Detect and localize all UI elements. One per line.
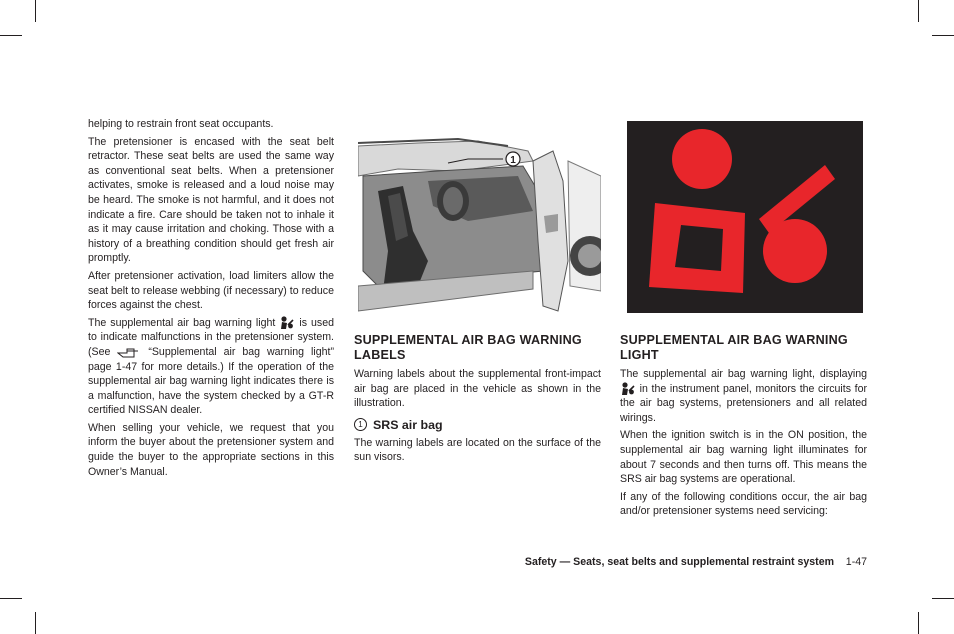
text: The supplemental air bag warning light, displaying [620,368,867,380]
middle-column [354,121,601,468]
paragraph: The pretensioner is encased with the seat belt retractor. These seat belts are used the same way as conventional seat belts. When a pretensioner activates, smoke is released and a loud noise may be heard. The smoke is not harmful, and it does not indicate a fire. Care should be taken not to inhale it as it may cause irritation and choking. Those with a history of a breathing condition should get fresh air promptly. [88,135,334,265]
item-number: 1 [354,418,367,431]
crop-mark [932,35,954,36]
right-column [620,121,867,522]
text: The supplemental air bag warning light [88,316,276,329]
left-column [88,117,334,482]
subheading-label: SRS air bag [373,417,443,432]
crop-mark [918,0,919,22]
page-footer [480,556,867,568]
page-number: 1-47 [845,556,867,568]
paragraph: After pretensioner activation, load limiters allow the seat belt to release webbing (if necessary) to reduce forces against the chest. [88,269,334,312]
paragraph: Warning labels about the supplemental front-impact air bag are placed in the vehicle as shown in the illustration. [354,368,601,410]
paragraph [620,367,867,425]
paragraph [88,316,334,418]
crop-mark [0,598,22,599]
airbag-warning-icon [620,382,636,396]
paragraph: If any of the following conditions occur, the air bag and/or pretensioner systems need servicing: [620,490,867,518]
airbag-warning-icon [279,316,295,330]
paragraph: helping to restrain front seat occupants. [88,118,274,130]
crop-mark [35,0,36,22]
section-heading: SUPPLEMENTAL AIR BAG WARNING LIGHT [620,333,848,362]
text: is used to indicate malfunctions in the pretensioner system. (See [88,316,334,358]
crop-mark [0,35,22,36]
callout-number: 1 [510,155,516,166]
subheading [354,418,601,432]
car-door-illustration [358,121,601,313]
crop-mark [35,612,36,634]
crop-mark [918,612,919,634]
reference-hand-icon[interactable] [117,346,141,359]
crop-mark [932,598,954,599]
footer-section-title: Safety — Seats, seat belts and supplemental restraint system [524,556,835,568]
text: “Supplemental air bag warning light” page 1-47 for more details.) If the operation of the supplemental air bag warning light indicates there is a malfunction, have the system checked by a GT-R certified NISSAN dealer. [88,345,334,417]
text: in the instrument panel, monitors the circuits for the air bag systems, pretensioners and all related wirings. [620,382,867,424]
paragraph: The warning labels are located on the surface of the sun visors. [354,436,601,464]
airbag-warning-light-image [627,121,863,313]
section-heading: SUPPLEMENTAL AIR BAG WARNING LABELS [354,333,582,362]
paragraph: When selling your vehicle, we request that you inform the buyer about the pretensioner system and guide the buyer to the appropriate sections in this Owner’s Manual. [88,421,334,478]
paragraph: When the ignition switch is in the ON position, the supplemental air bag warning light illuminates for about 7 seconds and then turns off. This means the SRS air bag systems are operational. [620,429,867,486]
